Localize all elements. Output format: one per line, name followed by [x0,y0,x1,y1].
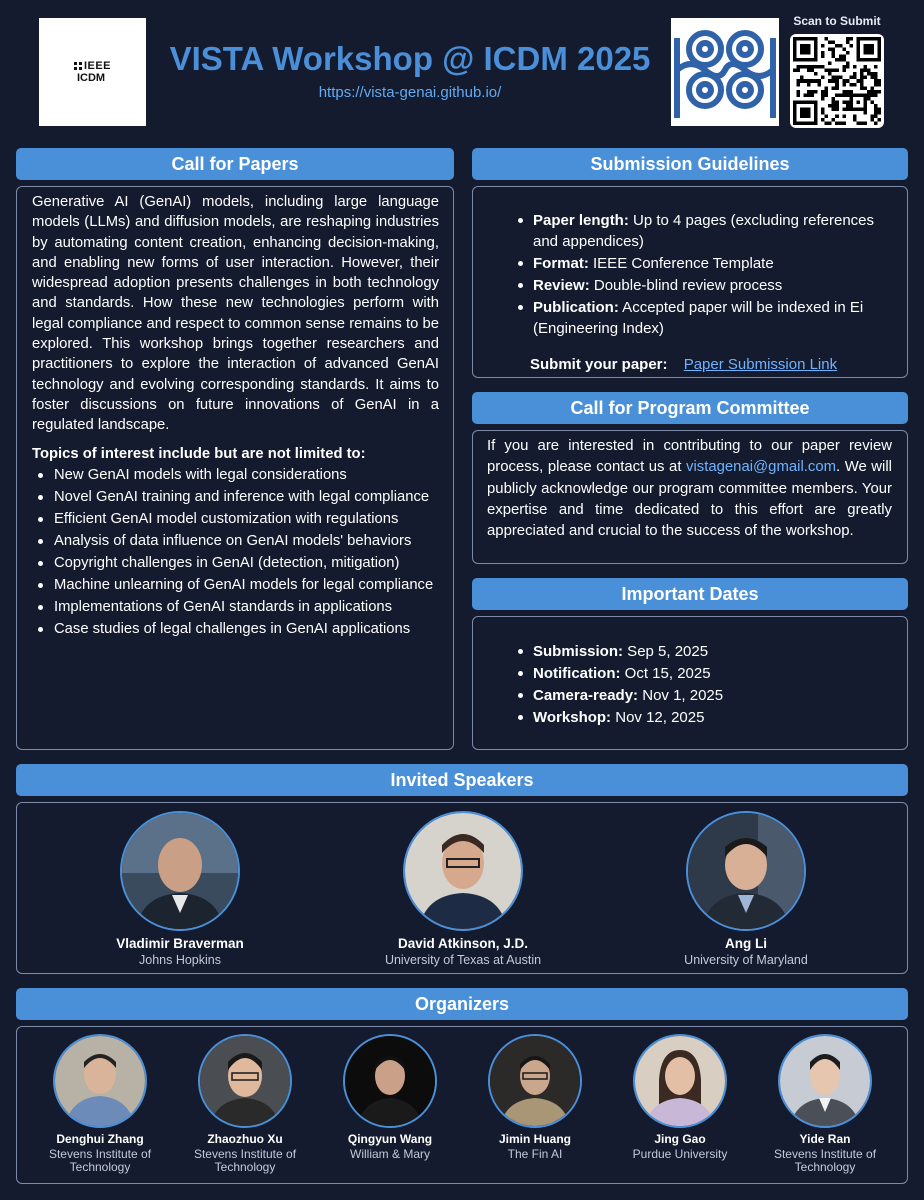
list-item: Format: IEEE Conference Template [513,253,893,274]
avatar [633,1034,727,1128]
list-item: Submission: Sep 5, 2025 [513,641,893,662]
list-item: Machine unlearning of GenAI models for legal compliance [32,576,439,594]
list-item: Efficient GenAI model customization with regulations [32,510,439,528]
submit-row [513,356,893,373]
topics-list [32,466,439,638]
workshop-url-link[interactable]: https://vista-genai.github.io/ [318,84,502,101]
ieee-logo-text: IEEE [83,59,112,72]
list-item: Notification: Oct 15, 2025 [513,663,893,684]
avatar [343,1034,437,1128]
ieee-emblem-icon [74,62,82,70]
speaker-name: David Atkinson, J.D. [397,936,529,951]
speaker-name: Vladimir Braverman [116,936,244,951]
list-item: New GenAI models with legal considerations [32,466,439,484]
list-item: Publication: Accepted paper will be indexed in Ei (Engineering Index) [513,297,893,339]
organizer-card [765,1034,885,1174]
organizer-card [330,1034,450,1161]
avatar [686,811,806,931]
avatar [488,1034,582,1128]
avatar [778,1034,872,1128]
organizer-affiliation: Stevens Institute of Technology [48,1147,152,1174]
list-item: Case studies of legal challenges in GenAI applications [32,620,439,638]
organizer-name: Jing Gao [654,1132,706,1146]
list-item: Copyright challenges in GenAI (detection, mitigation) [32,554,439,572]
organizer-affiliation: William & Mary [350,1147,430,1161]
workshop-pattern-logo [671,18,779,126]
organizer-name: Zhaozhuo Xu [207,1132,283,1146]
speaker-card [363,811,563,967]
list-item: Implementations of GenAI standards in applications [32,598,439,616]
scan-to-submit-label: Scan to Submit [793,14,881,28]
submission-guidelines-panel [472,186,908,378]
submit-label: Submit your paper: [530,356,668,373]
organizer-affiliation: The Fin AI [507,1147,563,1161]
speaker-name: Ang Li [725,936,767,951]
call-for-papers-panel [16,186,454,750]
submission-guidelines-list [513,210,893,339]
list-item: Analysis of data influence on GenAI models' behaviors [32,532,439,550]
submission-qr-code[interactable] [790,34,884,128]
ieee-icdm-logo [39,18,146,126]
organizer-affiliation: Stevens Institute of Technology [193,1147,297,1174]
icdm-logo-text: ICDM [76,71,106,84]
invited-speakers-heading: Invited Speakers [16,764,908,796]
avatar [403,811,523,931]
page-title: VISTA Workshop @ ICDM 2025 [169,40,651,77]
organizer-card [620,1034,740,1161]
speaker-card [646,811,846,967]
important-dates-list [513,641,893,728]
organizers-heading: Organizers [16,988,908,1020]
list-item: Review: Double-blind review process [513,275,893,296]
avatar [53,1034,147,1128]
speaker-affiliation: University of Maryland [684,953,808,967]
organizer-card [185,1034,305,1174]
speaker-card [80,811,280,967]
program-committee-panel [472,430,908,564]
list-item: Workshop: Nov 12, 2025 [513,707,893,728]
avatar [198,1034,292,1128]
topics-title: Topics of interest include but are not limited to: [32,445,366,462]
submission-guidelines-heading: Submission Guidelines [472,148,908,180]
list-item: Camera-ready: Nov 1, 2025 [513,685,893,706]
speaker-affiliation: University of Texas at Austin [384,953,542,967]
speaker-affiliation: Johns Hopkins [139,953,221,967]
program-committee-body: If you are interested in contributing to our paper review process, please contact us at vistagenai@gmail.com. We will publicly acknowledge our program committee members. Your expertise and time dedicated to this effort are greatly appreciated and crucial to the success of the workshop. [487,438,892,540]
organizer-affiliation: Stevens Institute of Technology [773,1147,877,1174]
invited-speakers-panel [16,802,908,974]
organizer-name: Denghui Zhang [56,1132,144,1146]
paper-submission-link[interactable]: Paper Submission Link [683,356,838,373]
organizers-panel [16,1026,908,1184]
important-dates-panel [472,616,908,750]
important-dates-heading: Important Dates [472,578,908,610]
list-item: Novel GenAI training and inference with legal compliance [32,488,439,506]
organizer-name: Qingyun Wang [347,1132,433,1146]
organizer-card [40,1034,160,1174]
organizer-affiliation: Purdue University [632,1147,728,1161]
organizer-card [475,1034,595,1161]
contact-email-link[interactable]: vistagenai@gmail.com [686,459,837,476]
avatar [120,811,240,931]
organizer-name: Jimin Huang [498,1132,571,1146]
call-for-papers-body: Generative AI (GenAI) models, including large language models (LLMs) and diffusion models, are reshaping industries by automating content creation, enhancing decision-making, and enabling new forms of user interaction. However, their widespread adoption presents challenges in both technology and standards. How these new technologies perform with legal compliance and respect to common sense remains to be explored. This workshop brings together researchers and practitioners to explore the interaction of advanced GenAI technology and evolving corresponding standards. It aims to foster discussions on future innovations of GenAI in a regulated landscape. [32,194,439,434]
call-for-papers-heading: Call for Papers [16,148,454,180]
organizer-name: Yide Ran [799,1132,851,1146]
list-item: Paper length: Up to 4 pages (excluding references and appendices) [513,210,893,252]
program-committee-heading: Call for Program Committee [472,392,908,424]
